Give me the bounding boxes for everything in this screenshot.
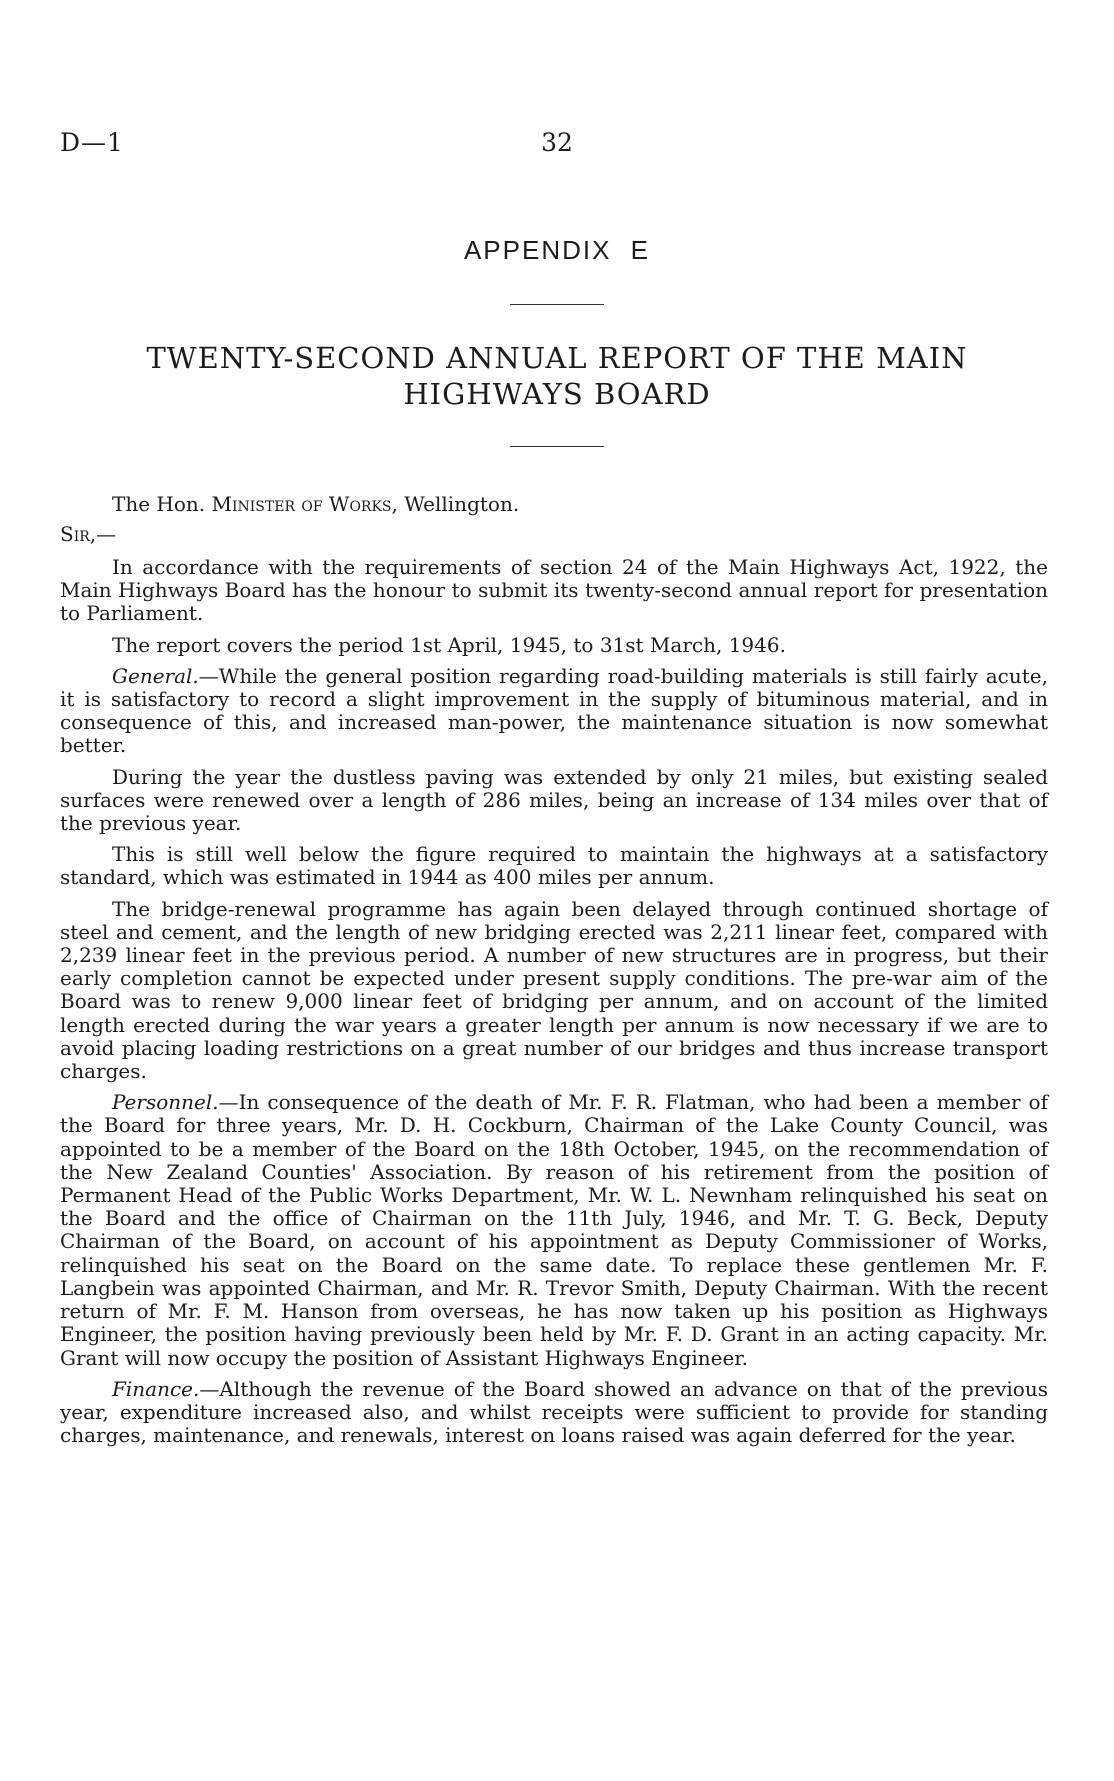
finance-heading: Finance. (112, 1376, 200, 1401)
page-number: 32 (541, 128, 573, 157)
paragraph-general (60, 665, 1048, 758)
paragraph-finance (60, 1378, 1048, 1448)
report-body (60, 556, 1048, 1455)
paragraph-period: The report covers the period 1st April, 1945, to 31st March, 1946. (112, 632, 786, 657)
paragraph-standard: This is still well below the figure required to maintain the highways at a satisfactory standard, which was estimated in 1944 as 400 miles per annum. (60, 842, 1048, 890)
general-heading: General. (112, 663, 199, 688)
addressee-prefix: The Hon. (112, 492, 206, 516)
personnel-heading: Personnel. (112, 1090, 219, 1115)
title-rule-top (510, 304, 604, 305)
salutation: Sir,— (60, 522, 117, 546)
paragraph-intro: In accordance with the requirements of section 24 of the Main Highways Act, 1922, the Main Highways Board has the honour to submit its twenty-second annual report for presentation to Parliament. (60, 555, 1048, 626)
paragraph-paving: During the year the dustless paving was extended by only 21 miles, but existing sealed surfaces were renewed over a length of 286 miles, being an increase of 134 miles over that of the previous year. (60, 764, 1048, 836)
appendix-title: APPENDIX E (463, 235, 651, 265)
report-title-line-2: HIGHWAYS BOARD (403, 377, 711, 411)
report-title (0, 340, 1114, 412)
paragraph-bridges: The bridge-renewal programme has again been delayed through continued shortage of steel and cement, and the length of new bridging erected was 2,211 linear feet, compared with 2,239 linear feet in the previous period. A number of new structures are in progress, but their early completion cannot be expected under present supply conditions. The pre-war aim of the Board was to renew 9,000 linear feet of bridging per annum, and on account of the limited length erected during the war years a greater length per annum is now necessary if we are to avoid placing loading restrictions on a great number of our bridges and thus increase transport charges. (60, 896, 1048, 1084)
report-title-line-1: TWENTY-SECOND ANNUAL REPORT OF THE MAIN (146, 341, 968, 375)
general-text: —While the general position regarding road-building materials is still fairly acute, it is satisfactory to record a slight improvement in the supply of bituminous material, and in consequence of this, and increased man-power, the maintenance situation is now somewhat better. (60, 663, 1048, 758)
addressee (112, 492, 519, 516)
personnel-text: —In consequence of the death of Mr. F. R. Flatman, who had been a member of the Board for three years, Mr. D. H. Cockburn, Chairman of the Lake County Council, was appointed to be a member of the Board on the 18th October, 1945, on the recommendation of the New Zealand Counties' Association. By reason of his retirement from the position of Permanent Head of the Public Works Department, Mr. W. L. Newnham relinquished his seat on the Board and the office of Chairman on the 11th July, 1946, and Mr. T. G. Beck, Deputy Chairman of the Board, on account of his appointment as Deputy Commissioner of Works, relinquished his seat on the Board on the same date. To replace these gentlemen Mr. F. Langbein was appointed Chairman, and Mr. R. Trevor Smith, Deputy Chairman. With the recent return of Mr. F. M. Hanson from overseas, he has now taken up his position as Highways Engineer, the position having previously been held by Mr. F. D. Grant in an acting capacity. Mr. Grant will now occupy the position of Assistant Highways Engineer. (60, 1090, 1048, 1370)
finance-text: —Although the revenue of the Board showed an advance on that of the previous year, expenditure increased also, and whilst receipts were sufficient to provide for standing charges, maintenance, and renewals, interest on loans raised was again deferred for the year. (60, 1376, 1048, 1448)
title-rule-bottom (510, 446, 604, 447)
paragraph-personnel (60, 1091, 1048, 1369)
addressee-location: , Wellington. (391, 492, 520, 516)
page-ref: D—1 (60, 128, 124, 157)
addressee-office: Minister of Works (211, 492, 392, 516)
